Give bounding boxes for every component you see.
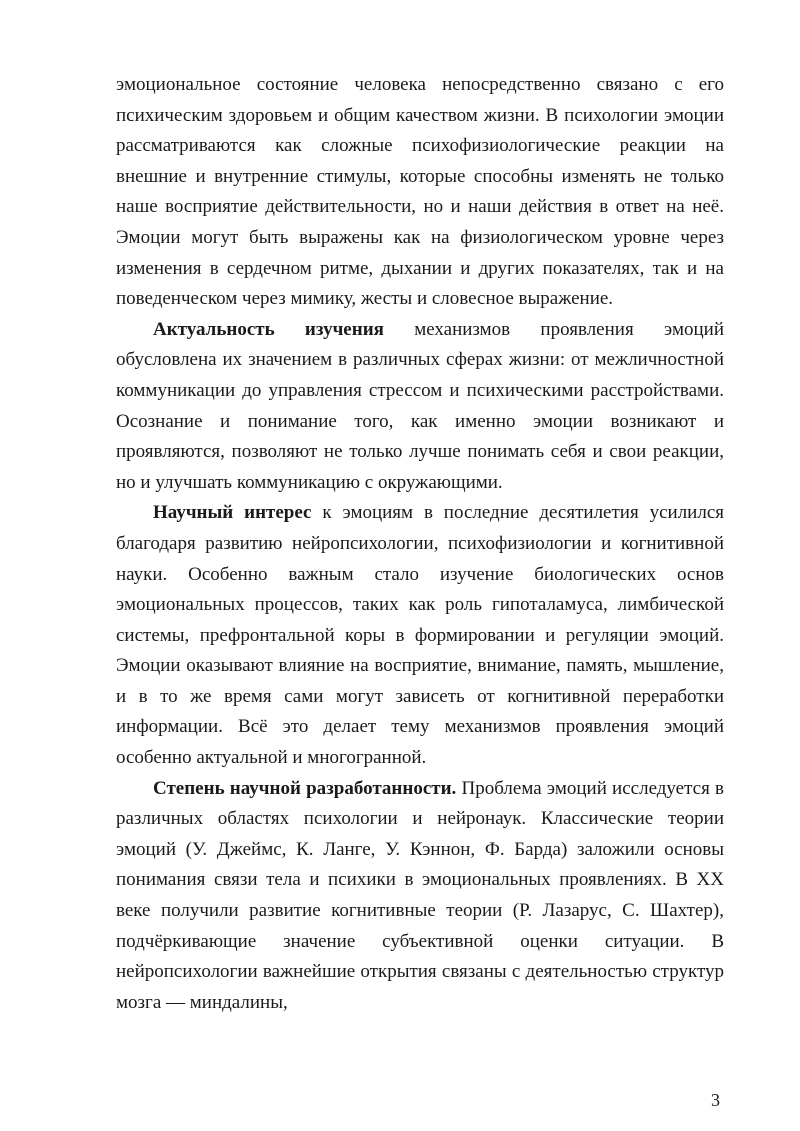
paragraph-2-text: механизмов проявления эмоций обусловлена их значением в различных сферах жизни: от межличностной коммуникации до управления стрессом и психическими расстройствами. Осознание и понимание того, как именно эмоции возникают и проявляются, позволяют не только лучше понимать себя и свои реакции, но и улучшать коммуникацию с окружающими.	[116, 318, 724, 493]
paragraph-4-lead: Степень научной разработанности.	[153, 777, 457, 799]
page-number: 3	[711, 1090, 720, 1110]
body-text	[116, 70, 724, 1018]
paragraph-1	[116, 70, 724, 315]
paragraph-3	[116, 498, 724, 773]
paragraph-3-lead: Научный интерес	[153, 502, 312, 524]
paragraph-4	[116, 774, 724, 1019]
paragraph-1-text: эмоциональное состояние человека непосредственно связано с его психическим здоровьем и общим качеством жизни. В психологии эмоции рассматриваются как сложные психофизиологические реакции на внешние и внутренние стимулы, которые способны изменять не только наше восприятие действительности, но и наши действия в ответ на неё. Эмоции могут быть выражены как на физиологическом уровне через изменения в сердечном ритме, дыхании и других показателях, так и на поведенческом через мимику, жесты и словесное выражение.	[116, 74, 724, 310]
paragraph-3-text: к эмоциям в последние десятилетия усилился благодаря развитию нейропсихологии, психофизиологии и когнитивной науки. Особенно важным стало изучение биологических основ эмоциональных процессов, таких как роль гипоталамуса, лимбической системы, префронтальной коры в формировании и регуляции эмоций. Эмоции оказывают влияние на восприятие, внимание, память, мышление, и в то же время сами могут зависеть от когнитивной переработки информации. Всё это делает тему механизмов проявления эмоций особенно актуальной и многогранной.	[116, 502, 724, 769]
paragraph-2-lead: Актуальность изучения	[153, 318, 384, 340]
paragraph-4-text: Проблема эмоций исследуется в различных областях психологии и нейронаук. Классические теории эмоций (У. Джеймс, К. Ланге, У. Кэннон, Ф. Барда) заложили основы понимания связи тела и психики в эмоциональных проявлениях. В XX веке получили развитие когнитивные теории (Р. Лазарус, С. Шахтер), подчёркивающие значение субъективной оценки ситуации. В нейропсихологии важнейшие открытия связаны с деятельностью структур мозга — миндалины,	[116, 777, 724, 1013]
paragraph-2	[116, 315, 724, 499]
